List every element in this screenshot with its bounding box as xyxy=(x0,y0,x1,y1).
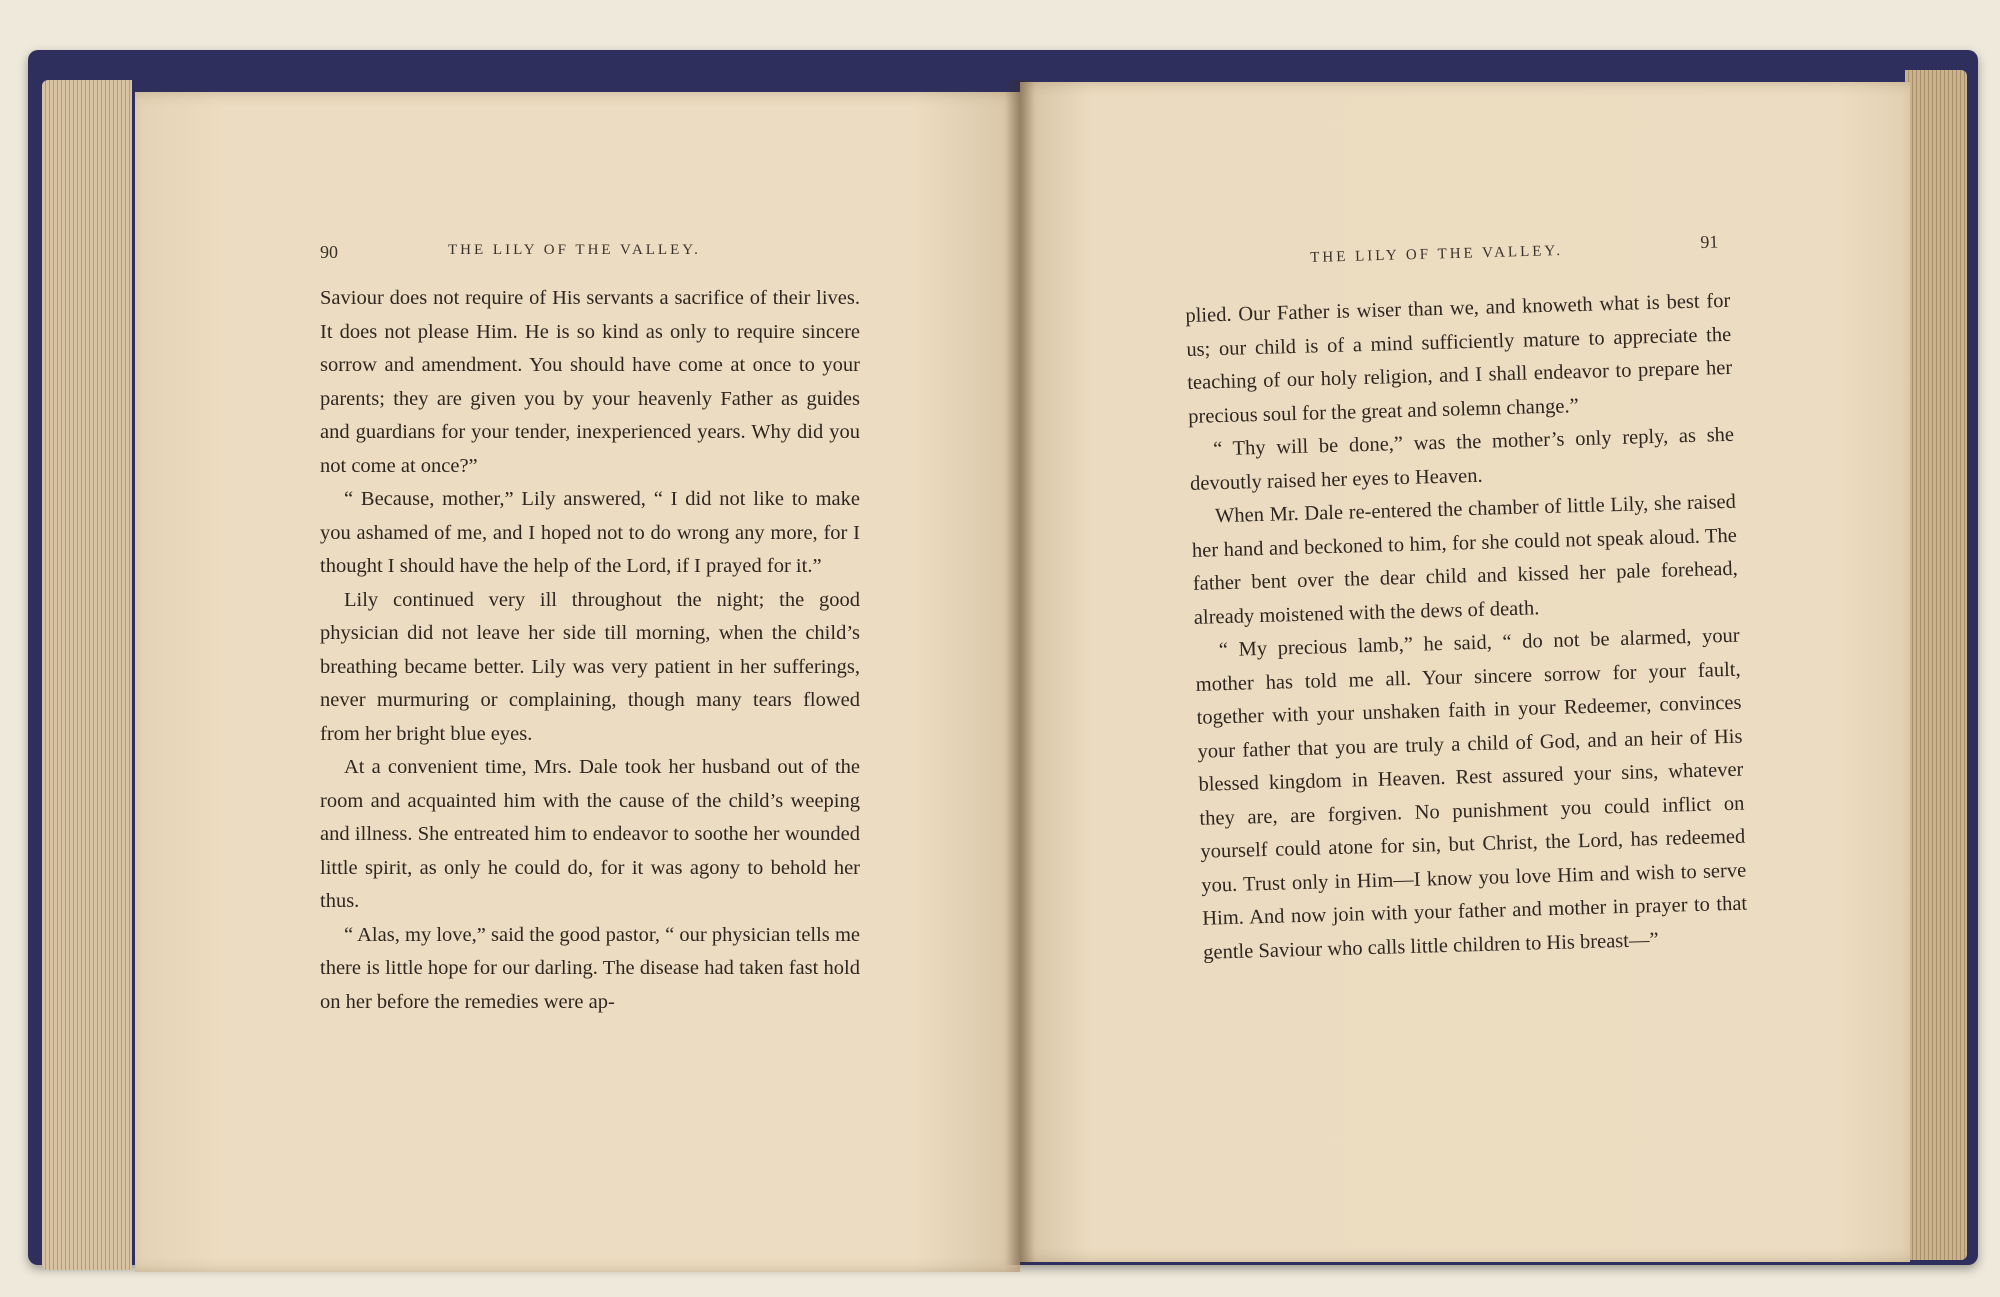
paragraph: “ Thy will be done,” was the mother’s only reply, as she devoutly raised her eyes to Heaven. xyxy=(1189,423,1735,495)
spine-gutter xyxy=(1005,80,1035,1265)
page-edges-right xyxy=(1905,70,1967,1260)
paragraph: “ Because, mother,” Lily answered, “ I did not like to make you ashamed of me, and I hoped not to do wrong any more, for I thought I should have the help of the Lord, if I prayed for it.” xyxy=(320,488,860,577)
right-page xyxy=(1020,82,1910,1262)
left-page-number: 90 xyxy=(320,242,338,262)
page-edges-left xyxy=(42,80,132,1270)
right-page-number: 91 xyxy=(1700,231,1719,252)
left-page xyxy=(135,92,1020,1272)
paragraph: “ My precious lamb,” he said, “ do not be alarmed, your mother has told me all. Your sincere sorrow for your fault, together with your unshaken faith in your Redeemer, convinces your father that you are truly a child of God, and an heir of His blessed kingdom in Heaven. Rest assured your sins, whatever they are, are forgiven. No punishment you could inflict on yourself could atone for sin, but Christ, the Lord, has redeemed you. Trust only in Him—I know you love Him and wish to serve Him. And now join with your father and mother in prayer to that gentle Saviour who calls little children to His breast—” xyxy=(1195,624,1748,964)
left-page-text xyxy=(320,282,860,1019)
paragraph: “ Alas, my love,” said the good pastor, “ our physician tells me there is little hope for our darling. The disease had taken fast hold on her before the remedies were ap- xyxy=(320,923,860,1013)
paragraph: Lily continued very ill throughout the night; the good physician did not leave her side till morning, when the child’s breathing became better. Lily was very patient in her sufferings, never murmuring or complaining, though many tears flowed from her bright blue eyes. xyxy=(320,588,860,745)
paragraph: When Mr. Dale re-entered the chamber of little Lily, she raised her hand and beckoned to him, for she could not speak aloud. The father bent over the dear child and kissed her pale forehead, already moistened with the dews of death. xyxy=(1191,490,1739,629)
left-running-head: THE LILY OF THE VALLEY. xyxy=(448,242,701,258)
paragraph: Saviour does not require of His servants a sacrifice of their lives. It does not please Him. He is so kind as only to require sincere sorrow and amendment. You should have come at once to your parents; they are given you by your heavenly Father as guides and guardians for your tender, inexperienced years. Why did you not come at once?” xyxy=(320,287,860,477)
paragraph: plied. Our Father is wiser than we, and knoweth what is best for us; our child is of a mind sufficiently mature to appreciate the teaching of our holy religion, and I shall endeavor to prepare her precious soul for the great and solemn change.” xyxy=(1185,289,1733,428)
right-page-text xyxy=(1185,285,1748,970)
paragraph: At a convenient time, Mrs. Dale took her husband out of the room and acquainted him with the cause of the child’s weeping and illness. She entreated him to endeavor to soothe her wounded little spirit, as only he could do, for it was agony to behold her thus. xyxy=(320,756,860,912)
right-running-head: THE LILY OF THE VALLEY. xyxy=(1310,242,1564,266)
